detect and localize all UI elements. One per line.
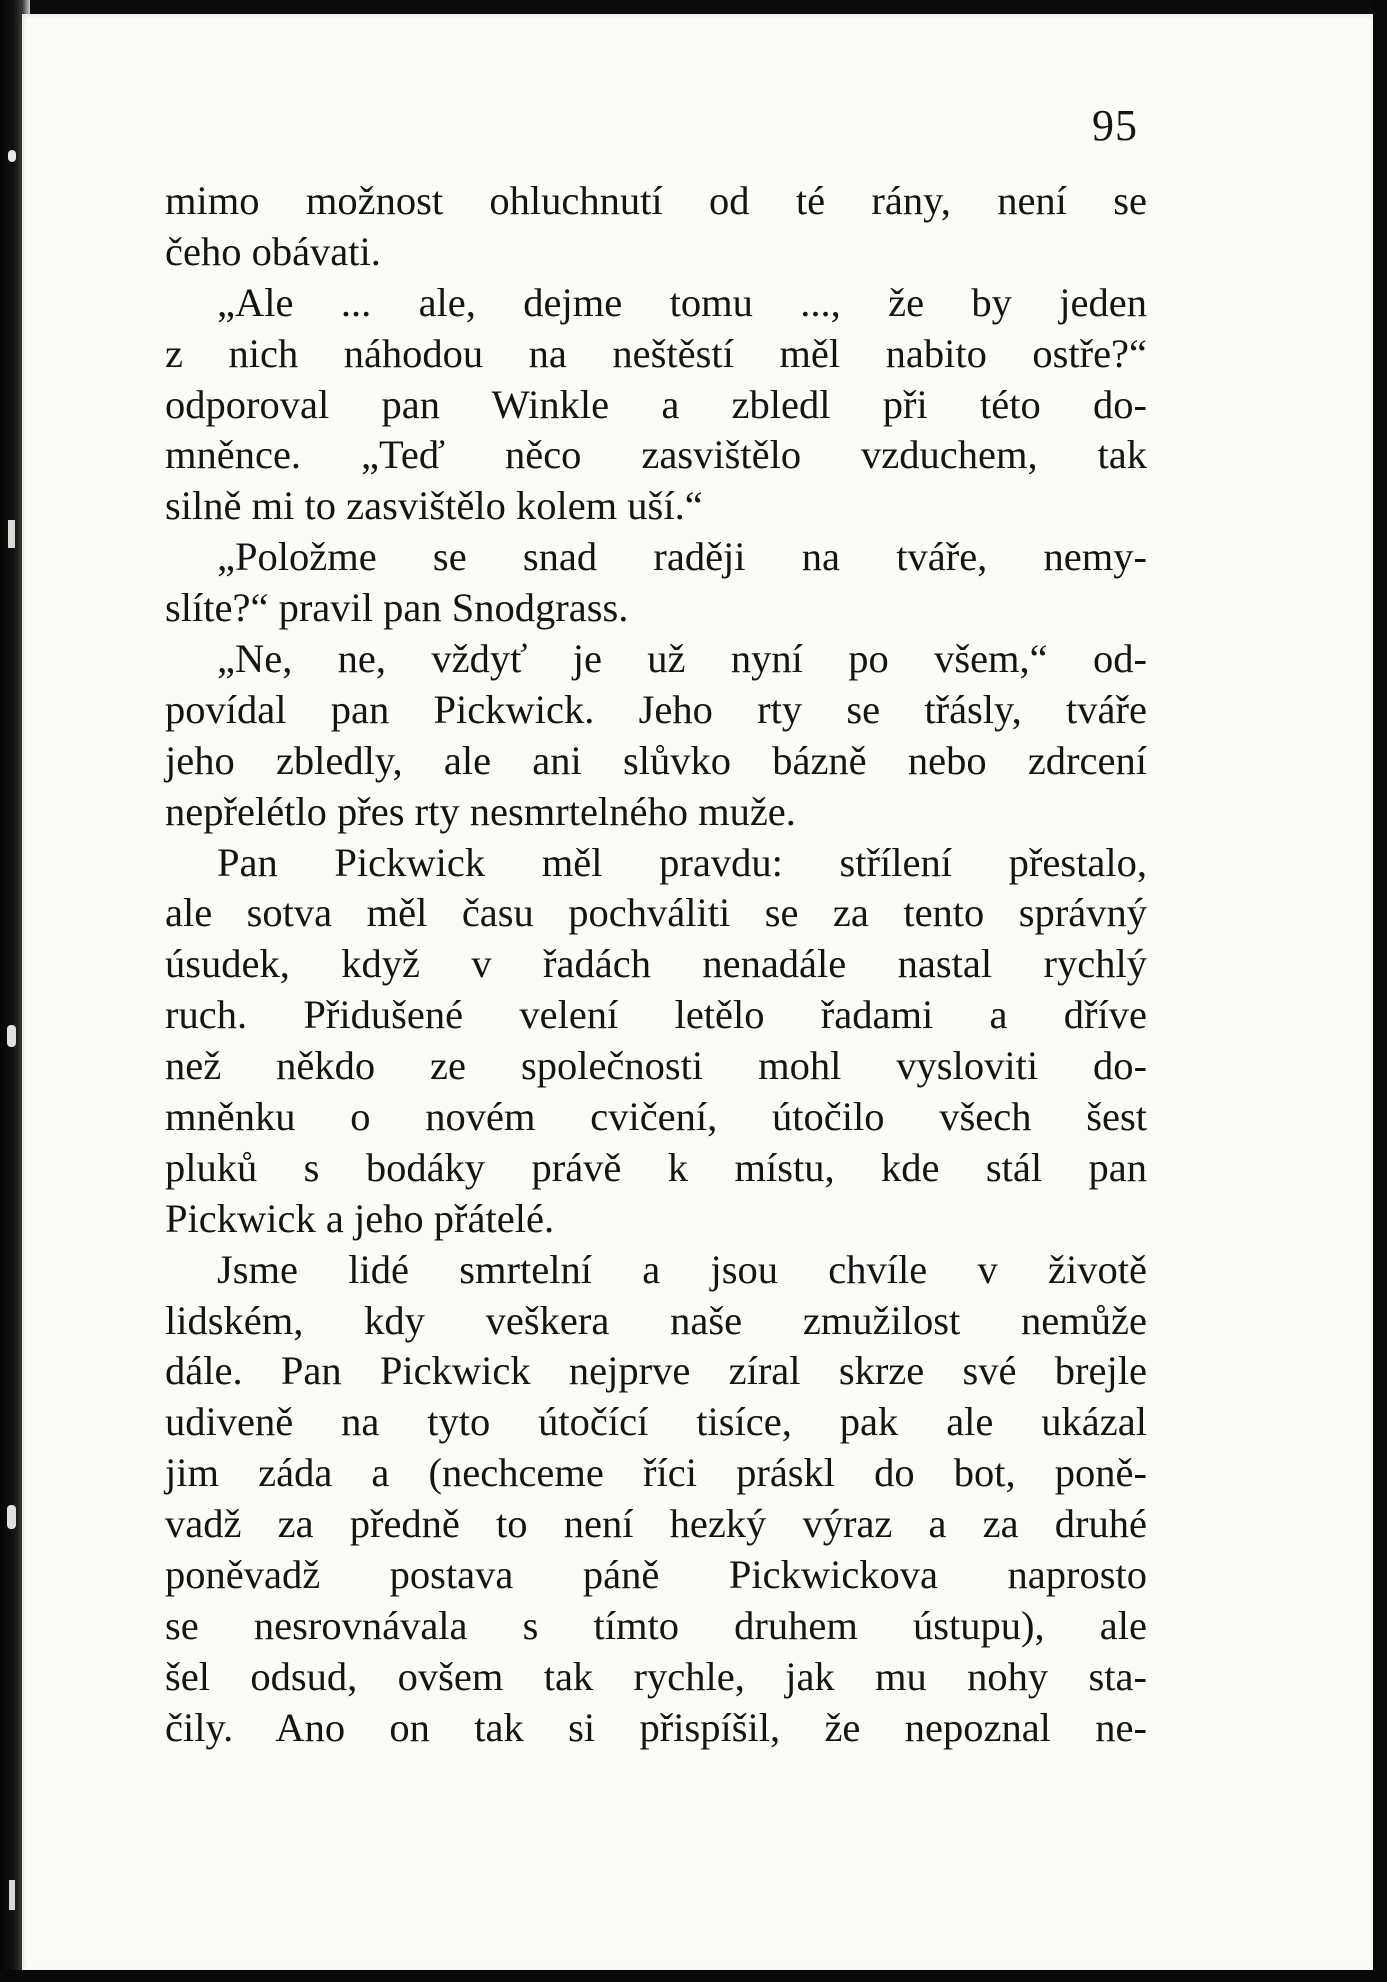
text-line: udiveně na tyto útočící tisíce, pak ale ukázal: [165, 1399, 1147, 1445]
gutter-speck: [9, 1880, 15, 1910]
text-line: než někdo ze společnosti mohl vysloviti do-: [165, 1043, 1147, 1089]
text-line: se nesrovnávala s tímto druhem ústupu), ale: [165, 1602, 1147, 1648]
text-line: čeho obávati.: [165, 228, 381, 274]
text-line: lidském, kdy veškera naše zmužilost nemůže: [165, 1297, 1147, 1343]
gutter-speck: [8, 150, 16, 162]
page-number: 95: [1092, 101, 1138, 150]
text-line: jeho zbledly, ale ani slůvko bázně nebo zdrcení: [165, 737, 1147, 783]
text-line: čily. Ano on tak si přispíšil, že nepoznal ne-: [165, 1704, 1147, 1750]
text-line: Pickwick a jeho přátelé.: [165, 1195, 555, 1241]
text-line: „Ale ... ale, dejme tomu ..., že by jeden: [217, 279, 1147, 325]
text-line: Pan Pickwick měl pravdu: střílení přestalo,: [217, 839, 1147, 885]
text-line: vadž za předně to není hezký výraz a za druhé: [165, 1501, 1147, 1547]
text-line: mněnku o novém cvičení, útočilo všech šest: [165, 1094, 1147, 1140]
text-line: ruch. Přidušené velení letělo řadami a dříve: [165, 992, 1147, 1038]
text-line: Jsme lidé smrtelní a jsou chvíle v životě: [217, 1246, 1147, 1292]
text-line: poněvadž postava páně Pickwickova naprosto: [165, 1552, 1147, 1598]
text-line: silně mi to zasvištělo kolem uší.“: [165, 483, 703, 529]
text-line: povídal pan Pickwick. Jeho rty se třásly, tváře: [165, 686, 1147, 732]
text-line: z nich náhodou na neštěstí měl nabito ostře?“: [165, 330, 1147, 376]
text-line: mněnce. „Teď něco zasvištělo vzduchem, tak: [165, 432, 1147, 478]
text-line: pluků s bodáky právě k místu, kde stál pan: [165, 1144, 1147, 1190]
body-text: [165, 176, 1147, 1754]
text-line: odporoval pan Winkle a zbledl při této do-: [165, 381, 1147, 427]
text-line: ale sotva měl času pochváliti se za tento správný: [165, 890, 1147, 936]
text-line: úsudek, když v řadách nenadále nastal rychlý: [165, 941, 1147, 987]
text-line: šel odsud, ovšem tak rychle, jak mu nohy sta-: [165, 1653, 1147, 1699]
text-line: slíte?“ pravil pan Snodgrass.: [165, 585, 629, 631]
text-line: dále. Pan Pickwick nejprve zíral skrze své brejle: [165, 1348, 1147, 1394]
page-right-edge: [1373, 0, 1387, 1982]
gutter-speck: [8, 520, 15, 548]
gutter-speck: [7, 1025, 16, 1047]
text-line: jim záda a (nechceme říci práskl do bot, poně-: [165, 1450, 1147, 1496]
gutter-speck: [7, 1505, 16, 1529]
text-line: nepřelétlo přes rty nesmrtelného muže.: [165, 788, 796, 834]
text-line: „Položme se snad raději na tváře, nemy-: [217, 534, 1147, 580]
text-line: „Ne, ne, vždyť je už nyní po všem,“ od-: [217, 636, 1147, 682]
page-bottom-edge: [0, 1970, 1387, 1982]
text-line: mimo možnost ohluchnutí od té rány, není se: [165, 178, 1147, 223]
